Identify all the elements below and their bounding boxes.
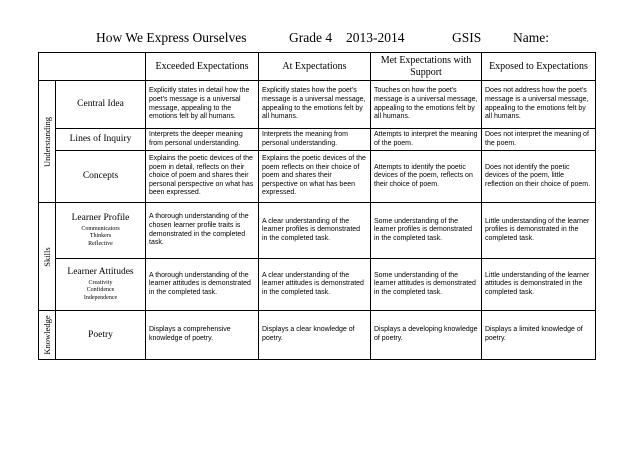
criterion-cell [56,311,146,360]
blank-corner-cell [39,53,146,81]
descriptor-cell: Some understanding of the learner attitudes is demonstrated in the completed task. [371,259,482,311]
category-understanding [39,81,56,203]
rubric-header-row [39,53,596,81]
table-row [39,81,596,129]
student-name-label: Name: [513,30,549,45]
descriptor-cell: Interprets the deeper meaning from personal understanding. [146,129,259,151]
criterion-label: Poetry [88,329,113,340]
descriptor-cell: Interprets the meaning from personal understanding. [259,129,371,151]
criterion-label: Learner Attitudes [67,266,134,277]
descriptor-cell: Does not address how the poet's message is a universal message, appealing to the emotions felt by all humans. [482,81,596,129]
descriptor-cell: A thorough understanding of the learner attitudes is demonstrated in the completed task. [146,259,259,311]
category-label: Knowledge [42,315,52,355]
column-header-at: At Expectations [259,53,371,81]
descriptor-cell: Little understanding of the learner profiles is demonstrated in the completed task. [482,203,596,259]
category-label: Skills [42,246,52,267]
descriptor-cell: A thorough understanding of the chosen learner profile traits is demonstrated in the completed task. [146,203,259,259]
unit-title: How We Express Ourselves [96,30,247,45]
rubric-table [38,52,596,360]
column-header-met-with-support: Met Expectations with Support [371,53,482,81]
descriptor-cell: A clear understanding of the learner profiles is demonstrated in the completed task. [259,203,371,259]
document-header [0,30,638,50]
descriptor-cell: Attempts to identify the poetic devices of the poem, reflects on their choice of poem. [371,151,482,203]
descriptor-cell: Attempts to interpret the meaning of the poem. [371,129,482,151]
criterion-label: Central Idea [77,99,124,109]
table-row [39,311,596,360]
descriptor-cell: Some understanding of the learner profiles is demonstrated in the completed task. [371,203,482,259]
criterion-label: Concepts [82,171,119,181]
category-label: Understanding [42,116,52,167]
descriptor-cell: Displays a limited knowledge of poetry. [482,311,596,360]
table-row [39,129,596,151]
column-header-exposed: Exposed to Expectations [482,53,596,81]
category-knowledge [39,311,56,360]
criterion-label: Learner Profile [71,212,130,223]
descriptor-cell: Explains the poetic devices of the poem in detail, reflects on their choice of poem and shares their personal perspective on what has been expressed. [146,151,259,203]
school-year: 2013-2014 [346,30,405,45]
descriptor-cell: Touches on how the poet's message is a universal message, appealing to the emotions felt by all humans. [371,81,482,129]
descriptor-cell: A clear understanding of the learner attitudes is demonstrated in the completed task. [259,259,371,311]
criterion-sublist: Creativity Confidence Independence [83,279,118,301]
criterion-cell [56,151,146,203]
criterion-cell [56,259,146,311]
criterion-cell [56,129,146,151]
criterion-cell [56,203,146,259]
descriptor-cell: Displays a clear knowledge of poetry. [259,311,371,360]
criterion-cell [56,81,146,129]
descriptor-cell: Does not identify the poetic devices of the poem, little reflection on their choice of poem. [482,151,596,203]
descriptor-cell: Displays a developing knowledge of poetry. [371,311,482,360]
grade-label: Grade 4 [289,30,333,45]
table-row [39,259,596,311]
descriptor-cell: Explicitly states in detail how the poet's message is a universal message, appealing to the emotions felt by all humans. [146,81,259,129]
descriptor-cell: Does not interpret the meaning of the poem. [482,129,596,151]
criterion-sublist: Communicators Thinkers Reflective [81,225,120,247]
criterion-label: Lines of Inquiry [69,134,132,144]
column-header-exceeded: Exceeded Expectations [146,53,259,81]
school-name: GSIS [452,30,482,45]
table-row [39,203,596,259]
descriptor-cell: Explicitly states how the poet's message is a universal message, appealing to the emotions felt by all humans. [259,81,371,129]
category-skills [39,203,56,311]
descriptor-cell: Displays a comprehensive knowledge of poetry. [146,311,259,360]
table-row [39,151,596,203]
descriptor-cell: Explains the poetic devices of the poem reflects on their choice of poem and shares their perspective on what has been expressed. [259,151,371,203]
descriptor-cell: Little understanding of the learner attitudes is demonstrated in the completed task. [482,259,596,311]
